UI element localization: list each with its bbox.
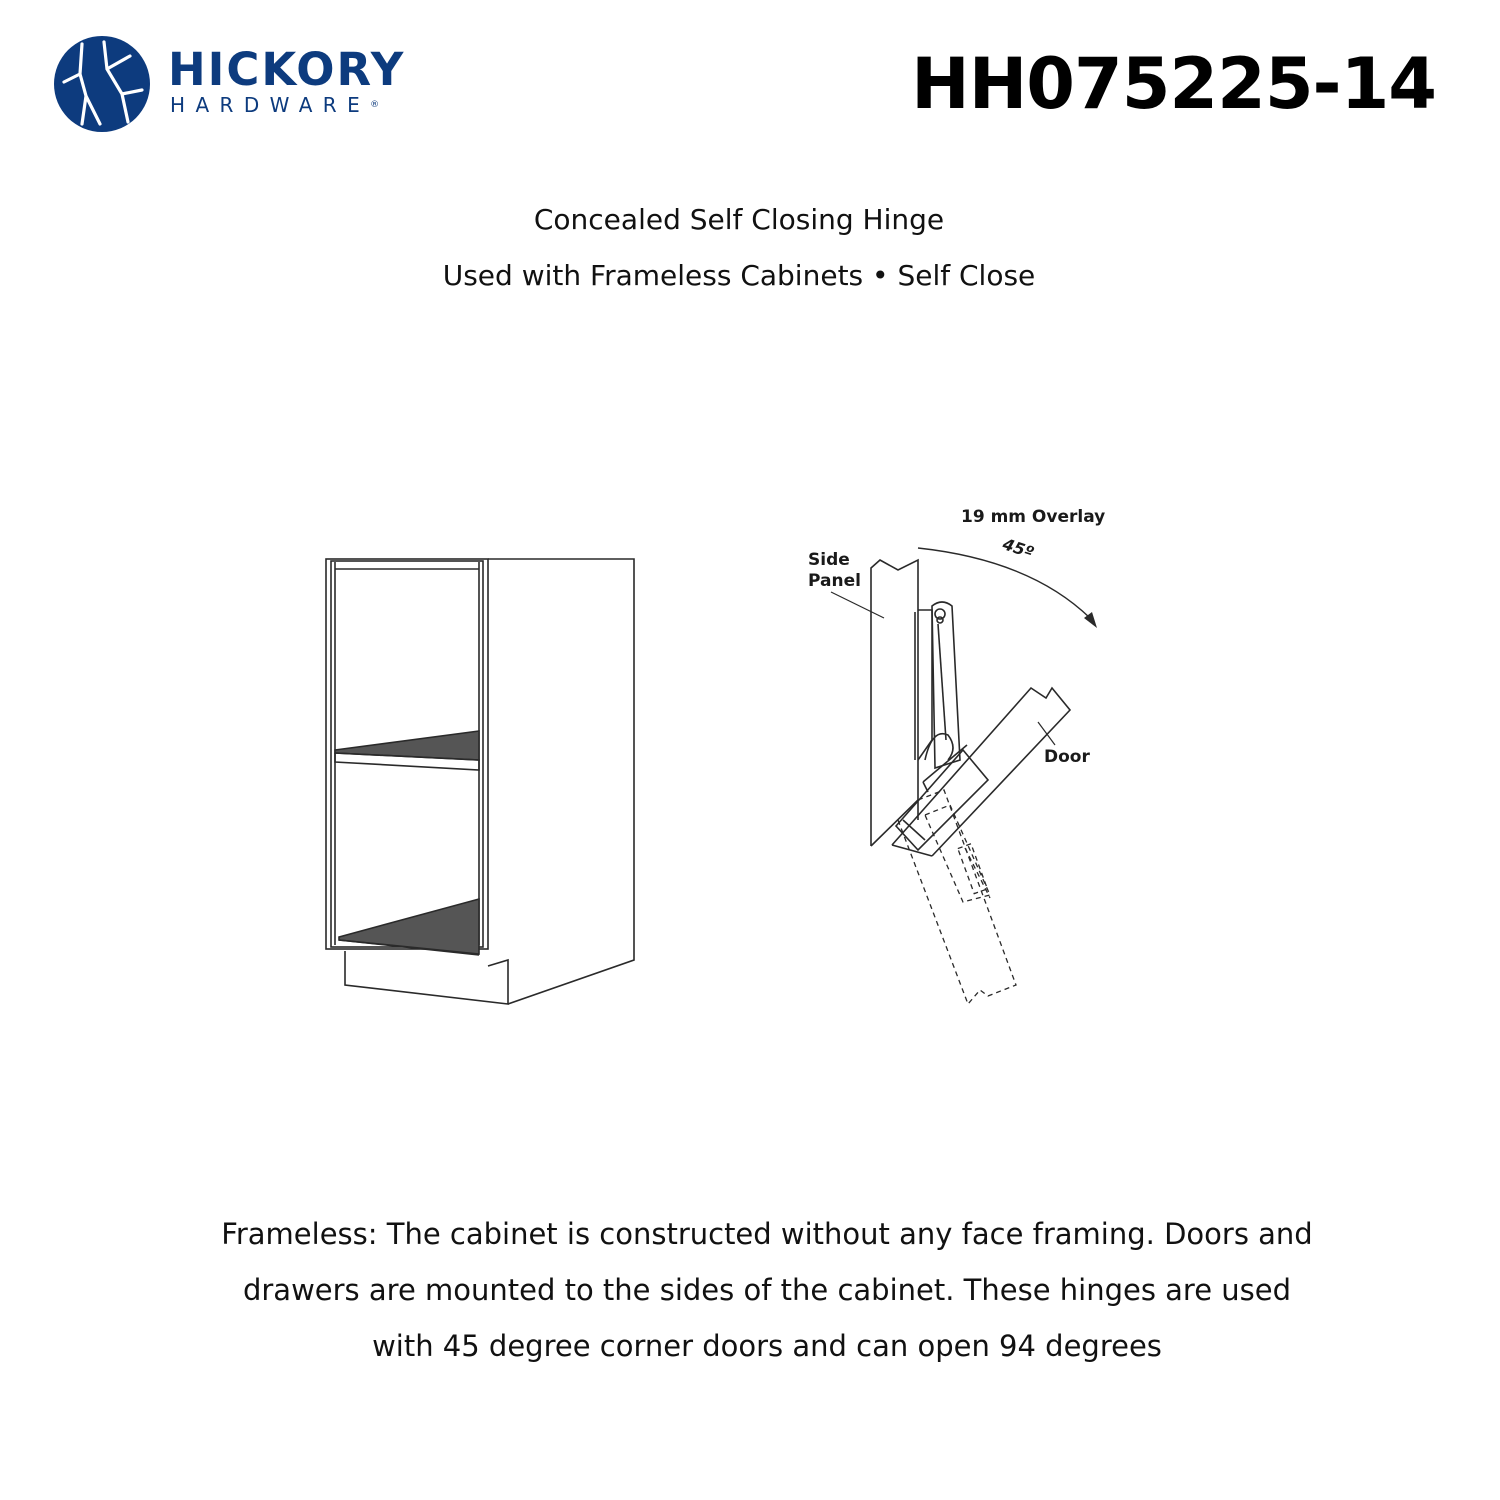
product-sku: HH075225-14 [911,43,1436,125]
cabinet-illustration [326,559,634,1004]
side-panel-label-line2: Panel [808,571,861,591]
product-description [150,1206,1384,1374]
brand-name: HICKORY [168,43,406,96]
overlay-label: 19 mm Overlay [961,507,1106,527]
description-line-3: with 45 degree corner doors and can open 94 degrees [372,1329,1162,1363]
product-title: Concealed Self Closing Hinge [533,203,945,236]
hinge-illustration [831,548,1097,1004]
brand-subname-text: HARDWARE [170,93,371,117]
door-label: Door [1044,747,1090,767]
description-line-1: Frameless: The cabinet is constructed without any face framing. Doors and [221,1217,1313,1251]
description-line-2: drawers are mounted to the sides of the cabinet. These hinges are used [242,1273,1292,1307]
angle-label: 45º [1000,534,1037,563]
product-subtitle: Used with Frameless Cabinets • Self Close [442,259,1036,292]
side-panel-label-line1: Side [808,550,850,570]
registered-mark: ® [370,100,380,110]
